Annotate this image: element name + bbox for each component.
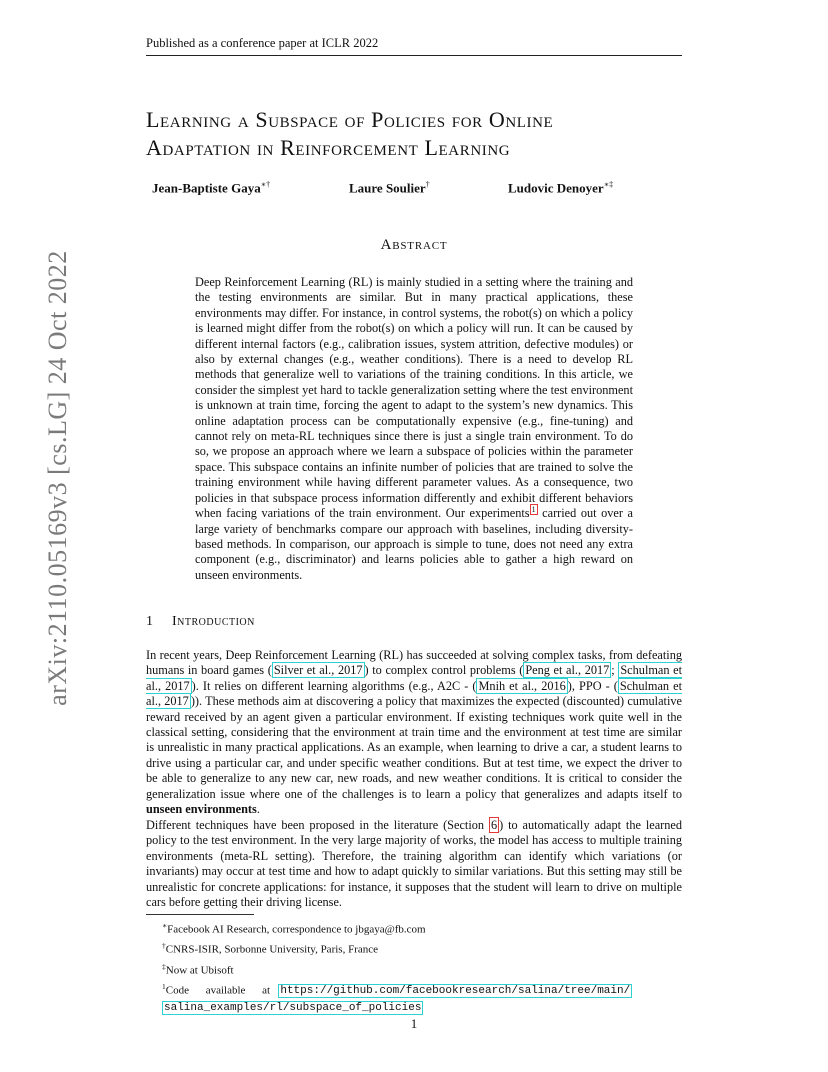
emphasis-text: unseen environments (146, 802, 257, 817)
author-affiliation-marks: ∗† (260, 180, 271, 189)
author-name: Ludovic Denoyer (508, 180, 604, 196)
author-name: Laure Soulier (349, 180, 426, 196)
footnote-cnrs: †CNRS-ISIR, Sorbonne University, Paris, France (162, 941, 378, 956)
paper-title (146, 106, 706, 162)
footnote-facebook: ∗Facebook AI Research, correspondence to jbgaya@fb.com (162, 921, 426, 936)
abstract-text: Deep Reinforcement Learning (RL) is mainly studied in a setting where the training and the testing environments are similar. But in many practical applications, these environments may differ. For instance, in control systems, the robot(s) on which a policy is learned might differ from the robot(s) on which a policy will run. It can be caused by different internal factors (e.g., calibration issues, system attrition, defective modules) or also by external changes (e.g., weather conditions). There is a need to develop RL methods that generalize well to variations of the training conditions. In this article, we consider the simplest yet hard to tackle generalization setting where the test environment is unknown at train time, forcing the agent to adapt to the system’s new dynamics. This online adaptation process can be computationally expensive (e.g., fine-tuning) and cannot rely on meta-RL techniques since there is just a single train environment. To do so, we propose an approach where we learn a subspace of policies within the parameter space. This subspace contains an infinite number of policies that are trained to solve the training environment while having different parameter values. As a consequence, two policies in that subspace process information differently and exhibit different behaviors when facing variations of the train environment. Our experiments $^1$ carried out over a large variety of benchmarks compare our approach with baselines, including diversity-based methods. In comparison, our approach is simple to tune, does not need any extra component (e.g., discriminator) and learns policies able to gather a high reward on unseen environments. (195, 275, 633, 582)
author-affiliation-marks: † (425, 180, 430, 189)
section-reference-link[interactable]: 6 (490, 818, 498, 832)
author-1 (152, 180, 270, 196)
arxiv-identifier: arXiv:2110.05169v3 [cs.LG] 24 Oct 2022 (43, 250, 72, 706)
citation-link[interactable]: Schulman et al., 2017 (146, 678, 682, 709)
intro-paragraph-1: In recent years, Deep Reinforcement Learning (RL) has succeeded at solving complex tasks, from defeating humans in board games ( Silver et al., 2017 ) to complex control problems ( Peng et al., 2017 ; Schulman et al., 2017 ). It relies on different learning algorithms (e.g., A2C - ( Mnih et al., 2016 ), PPO - ( Schulman et al., 2017 )). These methods aim at discovering a policy that maximizes the expected (discounted) cumulative reward received by an agent given a particular environment. If existing techniques work quite well in the classical setting, considering that the environment at train time and the environment at test time are similar is unrealistic in many practical applications. As an example, when learning to drive a car, a student learns to drive using a particular car, and under specific weather conditions. But at test time, we expect the driver to be able to generalize to any new car, new roads, and new weather conditions. It is critical to consider the generalization issue where one of the challenges is to learn a policy that generalizes and adapts itself to unseen environments. (146, 648, 683, 817)
code-url-link-continued[interactable]: salina_examples/rl/subspace_of_policies (164, 1002, 422, 1014)
citation-link[interactable]: Peng et al., 2017 (525, 663, 610, 678)
title-line-1: Learning a Subspace of Policies for Online (146, 107, 554, 132)
footnote-ubisoft: ‡Now at Ubisoft (162, 961, 234, 977)
section-title: Introduction (172, 614, 255, 629)
author-name: Jean-Baptiste Gaya (152, 180, 261, 196)
section-heading-introduction (146, 614, 255, 630)
citation-link[interactable]: Mnih et al., 2016 (478, 678, 566, 693)
footnote-link-1[interactable]: 1 (531, 505, 536, 514)
author-2 (349, 180, 430, 196)
abstract-heading: Abstract (380, 237, 448, 253)
citation-link[interactable]: Silver et al., 2017 (273, 663, 363, 678)
footnote-code: $^1$Code available at https://github.com/facebookresearch/salina/tree/main/ salina_examples/rl/subspace_of_policies (162, 981, 631, 1014)
intro-paragraph-2: Different techniques have been proposed in the literature (Section 6 ) to automatically adapt the learned policy to the test environment. In the very large majority of works, the model has access to multiple training environments (meta-RL setting). Therefore, the training algorithm can identify which variations (or invariants) may occur at test time and how to adapt quickly to similar variations. But this setting may still be unrealistic for concrete applications: for instance, it supposes that the student will learn to drive on multiple cars before getting their driving license. (146, 818, 683, 910)
title-line-2: Adaptation in Reinforcement Learning (146, 135, 511, 160)
running-header: Published as a conference paper at ICLR 2022 (146, 36, 682, 56)
author-affiliation-marks: ∗‡ (603, 180, 614, 189)
code-url-link[interactable]: https://github.com/facebookresearch/salina/tree/main/ (280, 985, 631, 998)
author-3 (508, 180, 613, 196)
section-number: 1 (146, 614, 154, 629)
citation-link[interactable]: Schulman et al., 2017 (146, 663, 683, 693)
page-number: 1 (410, 1016, 418, 1031)
footnotes (146, 918, 682, 1017)
footnote-divider (146, 914, 254, 915)
